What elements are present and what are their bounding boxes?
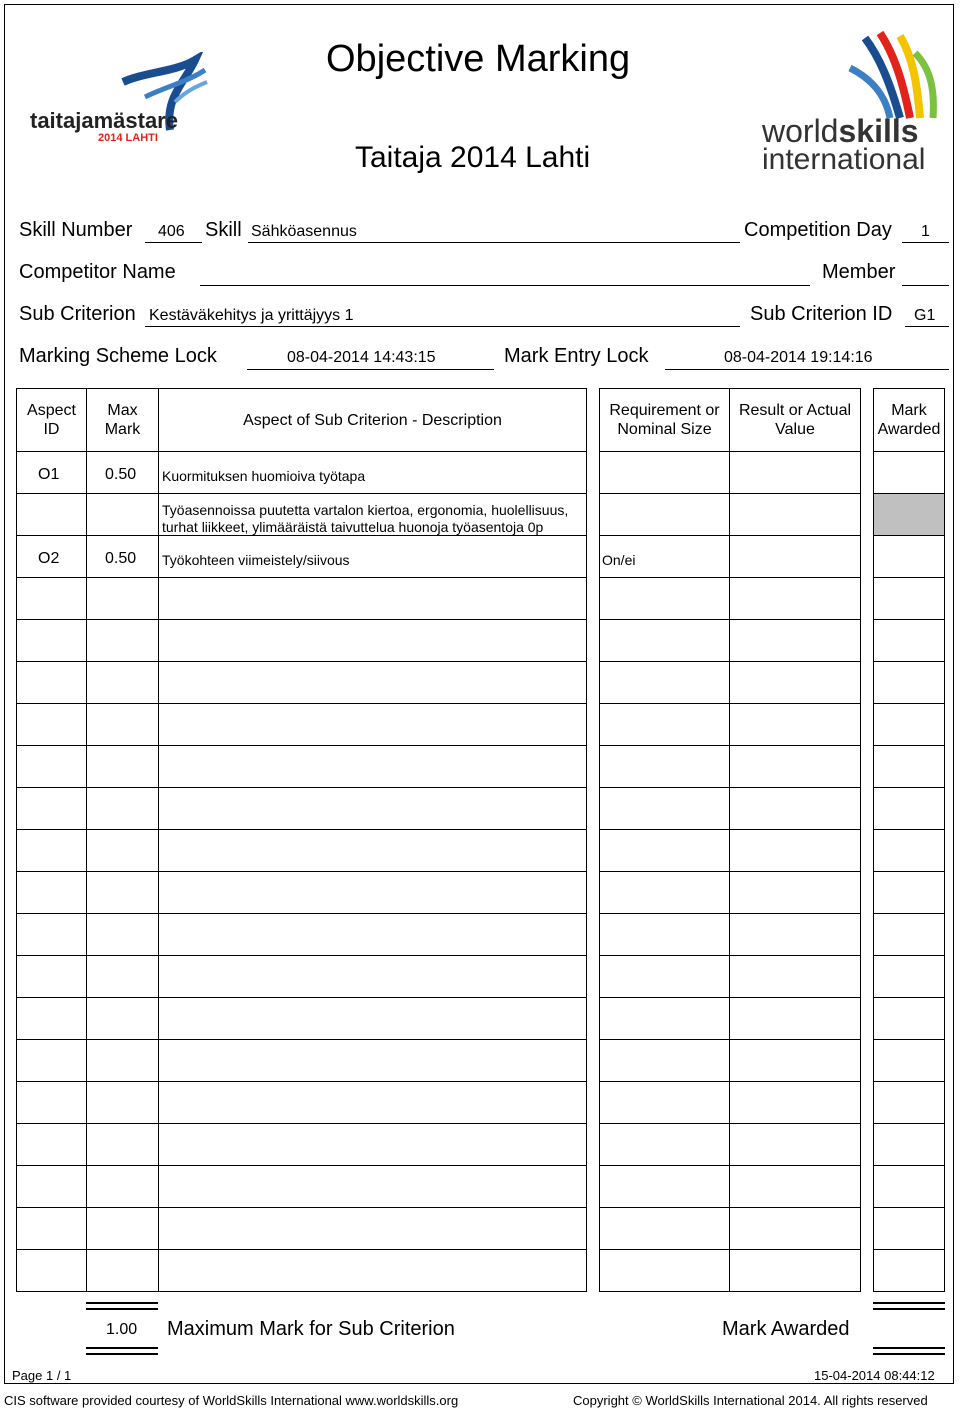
row-18-requirement-cell: [599, 1165, 730, 1208]
row-1-aspect-id: O1: [38, 466, 60, 483]
row-8-requirement-cell: [599, 745, 730, 788]
row-5-aspect-id-cell: [16, 619, 87, 662]
skill-value: Sähköasennus: [251, 223, 357, 240]
taitaja-logo-sub: 2014 LAHTI: [98, 132, 158, 144]
max-total-top-rule: [86, 1302, 158, 1310]
row-6-description-cell: [158, 661, 587, 704]
row-4-result-cell: [729, 577, 861, 620]
taitaja-logo-name: taitajamästare: [30, 108, 178, 133]
row-12-aspect-id-cell: [16, 913, 87, 956]
row-20-result-cell: [729, 1249, 861, 1292]
header-max-mark: Max Mark: [86, 388, 159, 452]
row-9-max-mark-cell: [86, 787, 159, 830]
max-mark-label: Maximum Mark for Sub Criterion: [167, 1318, 455, 1340]
header-mark-awarded: Mark Awarded: [873, 388, 945, 452]
print-timestamp: 15-04-2014 08:44:12: [814, 1368, 935, 1383]
row-2-result-cell: [729, 493, 861, 536]
row-12-mark-awarded-cell: [873, 913, 945, 956]
row-16-requirement-cell: [599, 1081, 730, 1124]
row-10-aspect-id-cell: [16, 829, 87, 872]
row-6-aspect-id-cell: [16, 661, 87, 704]
row-15-result-cell: [729, 1039, 861, 1082]
row-11-result-cell: [729, 871, 861, 914]
sub-criterion-id-label: Sub Criterion ID: [750, 303, 893, 325]
worldskills-ribbons-icon: [845, 28, 955, 123]
mark-entry-lock-label: Mark Entry Lock: [504, 345, 649, 367]
row-17-aspect-id-cell: [16, 1123, 87, 1166]
row-17-requirement-cell: [599, 1123, 730, 1166]
row-7-mark-awarded-cell: [873, 703, 945, 746]
skill-number-underline: [145, 242, 202, 243]
row-10-max-mark-cell: [86, 829, 159, 872]
row-5-requirement-cell: [599, 619, 730, 662]
row-14-aspect-id-cell: [16, 997, 87, 1040]
row-12-result-cell: [729, 913, 861, 956]
marking-scheme-lock-label: Marking Scheme Lock: [19, 345, 217, 367]
row-8-result-cell: [729, 745, 861, 788]
row-12-max-mark-cell: [86, 913, 159, 956]
header-aspect-id: Aspect ID: [16, 388, 87, 452]
page-subtitle: Taitaja 2014 Lahti: [355, 141, 591, 174]
mark-entry-lock-underline: [665, 369, 949, 370]
software-credit: CIS software provided courtesy of WorldSkills International www.worldskills.org: [4, 1393, 459, 1408]
row-16-result-cell: [729, 1081, 861, 1124]
row-3-aspect-id: O2: [38, 550, 60, 567]
row-15-max-mark-cell: [86, 1039, 159, 1082]
row-14-max-mark-cell: [86, 997, 159, 1040]
row-9-mark-awarded-cell: [873, 787, 945, 830]
page-title: Objective Marking: [326, 38, 631, 80]
row-13-max-mark-cell: [86, 955, 159, 998]
row-7-requirement-cell: [599, 703, 730, 746]
row-20-requirement-cell: [599, 1249, 730, 1292]
row-2-aspect-id-cell: [16, 493, 87, 536]
row-11-description-cell: [158, 871, 587, 914]
sub-criterion-label: Sub Criterion: [19, 303, 136, 325]
row-16-description-cell: [158, 1081, 587, 1124]
member-label: Member: [822, 261, 896, 283]
row-7-description-cell: [158, 703, 587, 746]
row-4-description-cell: [158, 577, 587, 620]
row-11-mark-awarded-cell: [873, 871, 945, 914]
row-15-aspect-id-cell: [16, 1039, 87, 1082]
row-7-max-mark-cell: [86, 703, 159, 746]
row-1-requirement-cell: [599, 451, 730, 494]
row-18-mark-awarded-cell: [873, 1165, 945, 1208]
row-9-requirement-cell: [599, 787, 730, 830]
member-underline: [902, 285, 949, 286]
row-11-requirement-cell: [599, 871, 730, 914]
row-2-description-line-1: Työasennoissa puutetta vartalon kiertoa, ergonomia, huolellisuus,: [162, 502, 569, 518]
row-4-mark-awarded-cell: [873, 577, 945, 620]
row-19-max-mark-cell: [86, 1207, 159, 1250]
row-20-max-mark-cell: [86, 1249, 159, 1292]
row-14-description-cell: [158, 997, 587, 1040]
skill-number-value: 406: [158, 223, 185, 240]
marking-scheme-lock-value: 08-04-2014 14:43:15: [287, 349, 436, 366]
row-8-max-mark-cell: [86, 745, 159, 788]
worldskills-logo-skills: skills: [838, 113, 919, 149]
row-20-description-cell: [158, 1249, 587, 1292]
row-7-aspect-id-cell: [16, 703, 87, 746]
row-6-result-cell: [729, 661, 861, 704]
row-6-mark-awarded-cell: [873, 661, 945, 704]
header-description: Aspect of Sub Criterion - Description: [158, 388, 587, 452]
row-2-mark-awarded-shaded: [873, 493, 945, 536]
row-13-result-cell: [729, 955, 861, 998]
competitor-name-underline: [200, 285, 810, 286]
row-19-description-cell: [158, 1207, 587, 1250]
marking-scheme-lock-underline: [247, 369, 494, 370]
max-total-value: 1.00: [106, 1321, 138, 1338]
row-10-result-cell: [729, 829, 861, 872]
competition-day-value: 1: [921, 223, 930, 240]
row-9-description-cell: [158, 787, 587, 830]
header-requirement: Requirement or Nominal Size: [599, 388, 730, 452]
row-20-aspect-id-cell: [16, 1249, 87, 1292]
row-19-result-cell: [729, 1207, 861, 1250]
row-17-mark-awarded-cell: [873, 1123, 945, 1166]
row-6-requirement-cell: [599, 661, 730, 704]
competition-day-label: Competition Day: [744, 219, 892, 241]
row-15-requirement-cell: [599, 1039, 730, 1082]
sub-criterion-underline: [145, 326, 740, 327]
row-13-mark-awarded-cell: [873, 955, 945, 998]
skill-label: Skill: [205, 219, 242, 241]
row-13-description-cell: [158, 955, 587, 998]
row-4-aspect-id-cell: [16, 577, 87, 620]
competition-day-underline: [902, 242, 949, 243]
row-3-max-mark: 0.50: [105, 550, 137, 567]
row-10-requirement-cell: [599, 829, 730, 872]
row-10-mark-awarded-cell: [873, 829, 945, 872]
row-16-aspect-id-cell: [16, 1081, 87, 1124]
row-2-requirement-cell: [599, 493, 730, 536]
row-8-aspect-id-cell: [16, 745, 87, 788]
row-18-result-cell: [729, 1165, 861, 1208]
row-2-max-mark-cell: [86, 493, 159, 536]
row-2-description-line-2: turhat liikkeet, ylimääräistä taivuttelua huonoja työasentoja 0p: [162, 519, 544, 535]
row-3-description: Työkohteen viimeistely/siivous: [162, 552, 350, 568]
mark-entry-lock-value: 08-04-2014 19:14:16: [724, 349, 873, 366]
row-3-mark-awarded-cell: [873, 535, 945, 578]
row-4-requirement-cell: [599, 577, 730, 620]
row-16-mark-awarded-cell: [873, 1081, 945, 1124]
row-5-description-cell: [158, 619, 587, 662]
row-8-mark-awarded-cell: [873, 745, 945, 788]
worldskills-logo-world: world: [762, 113, 839, 149]
row-9-aspect-id-cell: [16, 787, 87, 830]
row-17-result-cell: [729, 1123, 861, 1166]
row-1-result-cell: [729, 451, 861, 494]
row-11-aspect-id-cell: [16, 871, 87, 914]
row-12-requirement-cell: [599, 913, 730, 956]
row-14-result-cell: [729, 997, 861, 1040]
row-3-requirement: On/ei: [602, 552, 636, 568]
header-result: Result or Actual Value: [729, 388, 861, 452]
sub-criterion-id-underline: [905, 326, 949, 327]
worldskills-logo-international: international: [762, 143, 926, 176]
row-6-max-mark-cell: [86, 661, 159, 704]
row-18-aspect-id-cell: [16, 1165, 87, 1208]
row-12-description-cell: [158, 913, 587, 956]
row-7-result-cell: [729, 703, 861, 746]
row-4-max-mark-cell: [86, 577, 159, 620]
row-14-requirement-cell: [599, 997, 730, 1040]
row-3-result-cell: [729, 535, 861, 578]
row-20-mark-awarded-cell: [873, 1249, 945, 1292]
row-1-mark-awarded-cell: [873, 451, 945, 494]
row-5-mark-awarded-cell: [873, 619, 945, 662]
sub-criterion-id-value: G1: [914, 307, 936, 324]
row-18-description-cell: [158, 1165, 587, 1208]
row-18-max-mark-cell: [86, 1165, 159, 1208]
row-17-description-cell: [158, 1123, 587, 1166]
skill-underline: [248, 242, 740, 243]
row-11-max-mark-cell: [86, 871, 159, 914]
sub-criterion-value: Kestäväkehitys ja yrittäjyys 1: [149, 307, 354, 324]
row-8-description-cell: [158, 745, 587, 788]
row-1-description: Kuormituksen huomioiva työtapa: [162, 468, 366, 484]
row-1-max-mark: 0.50: [105, 466, 137, 483]
row-13-aspect-id-cell: [16, 955, 87, 998]
row-19-requirement-cell: [599, 1207, 730, 1250]
row-15-mark-awarded-cell: [873, 1039, 945, 1082]
competitor-name-label: Competitor Name: [19, 261, 176, 283]
copyright-notice: Copyright © WorldSkills International 2014. All rights reserved: [573, 1393, 928, 1408]
page-number: Page 1 / 1: [12, 1368, 72, 1383]
mark-awarded-bottom-rule: [873, 1347, 945, 1355]
row-9-result-cell: [729, 787, 861, 830]
skill-number-label: Skill Number: [19, 219, 133, 241]
mark-awarded-top-rule: [873, 1302, 945, 1310]
row-14-mark-awarded-cell: [873, 997, 945, 1040]
row-19-mark-awarded-cell: [873, 1207, 945, 1250]
row-17-max-mark-cell: [86, 1123, 159, 1166]
row-10-description-cell: [158, 829, 587, 872]
row-19-aspect-id-cell: [16, 1207, 87, 1250]
row-13-requirement-cell: [599, 955, 730, 998]
max-total-bottom-rule: [86, 1347, 158, 1355]
row-5-max-mark-cell: [86, 619, 159, 662]
row-5-result-cell: [729, 619, 861, 662]
mark-awarded-label: Mark Awarded: [722, 1318, 850, 1340]
row-15-description-cell: [158, 1039, 587, 1082]
row-16-max-mark-cell: [86, 1081, 159, 1124]
